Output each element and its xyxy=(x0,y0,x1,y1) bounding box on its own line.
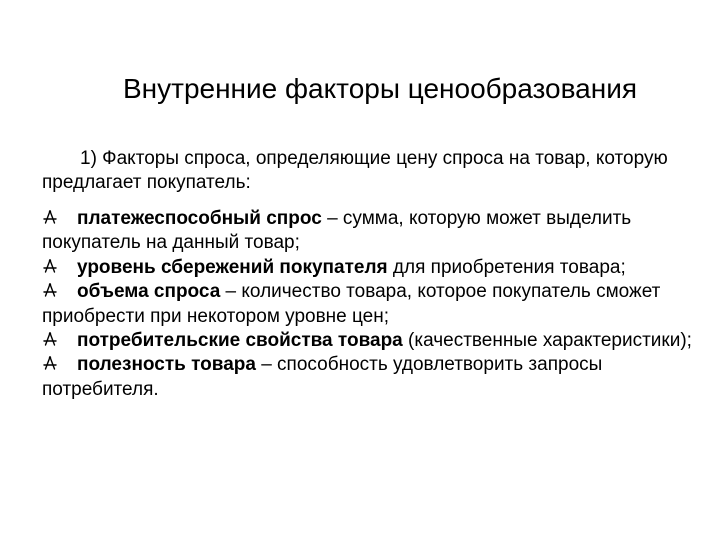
compass-bullet-icon xyxy=(42,355,58,371)
list-item xyxy=(42,256,692,280)
item-term: потребительские свойства товара xyxy=(77,330,403,352)
item-text: – способность удовлетворить запросы потребителя. xyxy=(42,354,603,400)
item-text: для приобретения товара; xyxy=(387,256,626,278)
compass-bullet-icon xyxy=(42,258,58,274)
list-item xyxy=(42,207,692,256)
list-item xyxy=(42,353,692,402)
list-item xyxy=(42,329,692,353)
slide-title: Внутренние факторы ценообразования xyxy=(122,72,638,104)
item-term: полезность товара xyxy=(77,354,256,376)
compass-bullet-icon xyxy=(42,282,58,298)
compass-bullet-icon xyxy=(42,209,58,225)
item-text: (качественные характеристики); xyxy=(402,330,692,352)
item-term: объема спроса xyxy=(77,281,221,303)
item-term: уровень сбережений покупателя xyxy=(77,256,388,278)
factor-list xyxy=(42,207,692,402)
item-text: – сумма, которую может выделить покупатель на данный товар; xyxy=(42,208,632,254)
list-item xyxy=(42,280,692,329)
compass-bullet-icon xyxy=(42,331,58,347)
item-term: платежеспособный спрос xyxy=(77,208,322,229)
item-text: – количество товара, которое покупатель сможет приобрести при некотором уровне цен; xyxy=(42,281,661,327)
intro-paragraph: 1) Факторы спроса, определяющие цену спроса на товар, которую предлагает покупатель: xyxy=(42,148,668,193)
